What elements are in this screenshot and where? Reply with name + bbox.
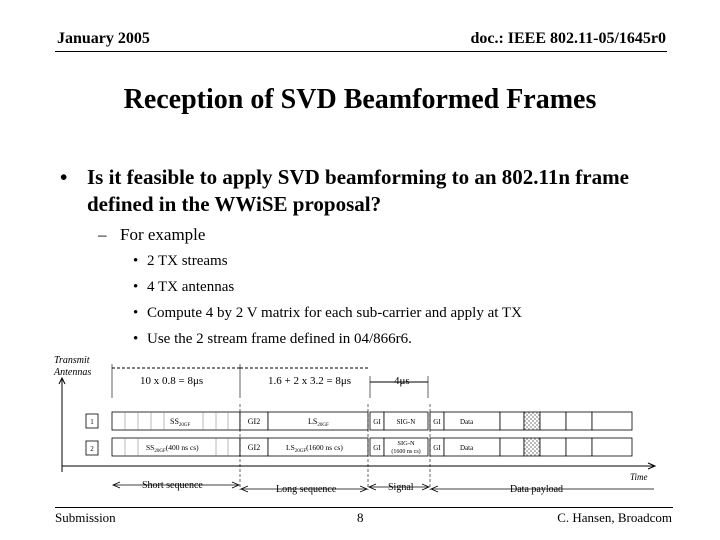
list-item-text: 2 TX streams	[147, 253, 228, 269]
list-item-text: Use the 2 stream frame defined in 04/866r6.	[147, 331, 412, 347]
ss-label: $SS_{20GF}(400$ ns cs)	[146, 443, 199, 454]
main-bullet-text: Is it feasible to apply SVD beamforming to an 802.11n frame defined in the WWiSE proposal?	[87, 165, 629, 216]
page-number: 8	[357, 510, 364, 525]
svg-text:GI2: GI2	[247, 443, 261, 452]
sub-bullet-text: For example	[120, 225, 206, 244]
axis-label-transmit: Transmit	[54, 355, 90, 366]
footer-author: C. Hansen, Broadcom	[557, 510, 672, 525]
svg-text:Data: Data	[460, 444, 474, 452]
svg-text:GI: GI	[373, 418, 381, 426]
header-date: January 2005	[57, 30, 150, 47]
antenna-row-2	[112, 438, 632, 456]
time-label: Time	[630, 472, 648, 482]
svg-text:GI: GI	[433, 444, 441, 452]
dim-signal-label: 4μs	[394, 375, 410, 387]
svg-text:Data: Data	[460, 418, 474, 426]
bullet-dot: •	[60, 165, 68, 189]
dim-long-label: 1.6 + 2 x 3.2 = 8μs	[268, 375, 352, 387]
sub-bullet-dash: –	[98, 225, 107, 244]
antenna-row-1	[112, 412, 632, 430]
ss-label: $SS_{20GF}$	[170, 417, 191, 428]
slide-title: Reception of SVD Beamformed Frames	[123, 84, 597, 115]
svg-text:SIG-N: SIG-N	[397, 440, 415, 447]
header-rule	[55, 51, 667, 52]
svg-text:GI2: GI2	[247, 417, 261, 426]
antenna-1-label: 1	[90, 418, 94, 426]
section-long-label: Long sequence	[276, 484, 337, 495]
section-data-label: Data payload	[510, 484, 564, 495]
hatched-block	[524, 412, 540, 430]
section-short-label: Short sequence	[142, 480, 203, 491]
frame-diagram	[50, 354, 670, 502]
footer-rule	[55, 507, 673, 508]
list-item-text: Compute 4 by 2 V matrix for each sub-carrier and apply at TX	[147, 305, 522, 321]
svg-text:SIG-N: SIG-N	[396, 418, 416, 426]
svg-text:(1600 ns cs): (1600 ns cs)	[391, 449, 421, 455]
ls-label: $LS_{20GF}$	[308, 417, 329, 428]
hatched-block	[524, 438, 540, 456]
footer-submission: Submission	[55, 510, 116, 525]
list-item-text: 4 TX antennas	[147, 279, 235, 295]
svg-text:GI: GI	[373, 444, 381, 452]
dim-short-label: 10 x 0.8 = 8μs	[140, 375, 204, 387]
ls-label: $LS_{20GF}(1600$ ns cs)	[286, 443, 343, 454]
section-signal-label: Signal	[388, 482, 414, 493]
axis-label-antennas: Antennas	[54, 367, 92, 378]
antenna-2-label: 2	[90, 445, 94, 453]
svg-text:GI: GI	[433, 418, 441, 426]
header-doc-id: doc.: IEEE 802.11-05/1645r0	[470, 30, 666, 47]
